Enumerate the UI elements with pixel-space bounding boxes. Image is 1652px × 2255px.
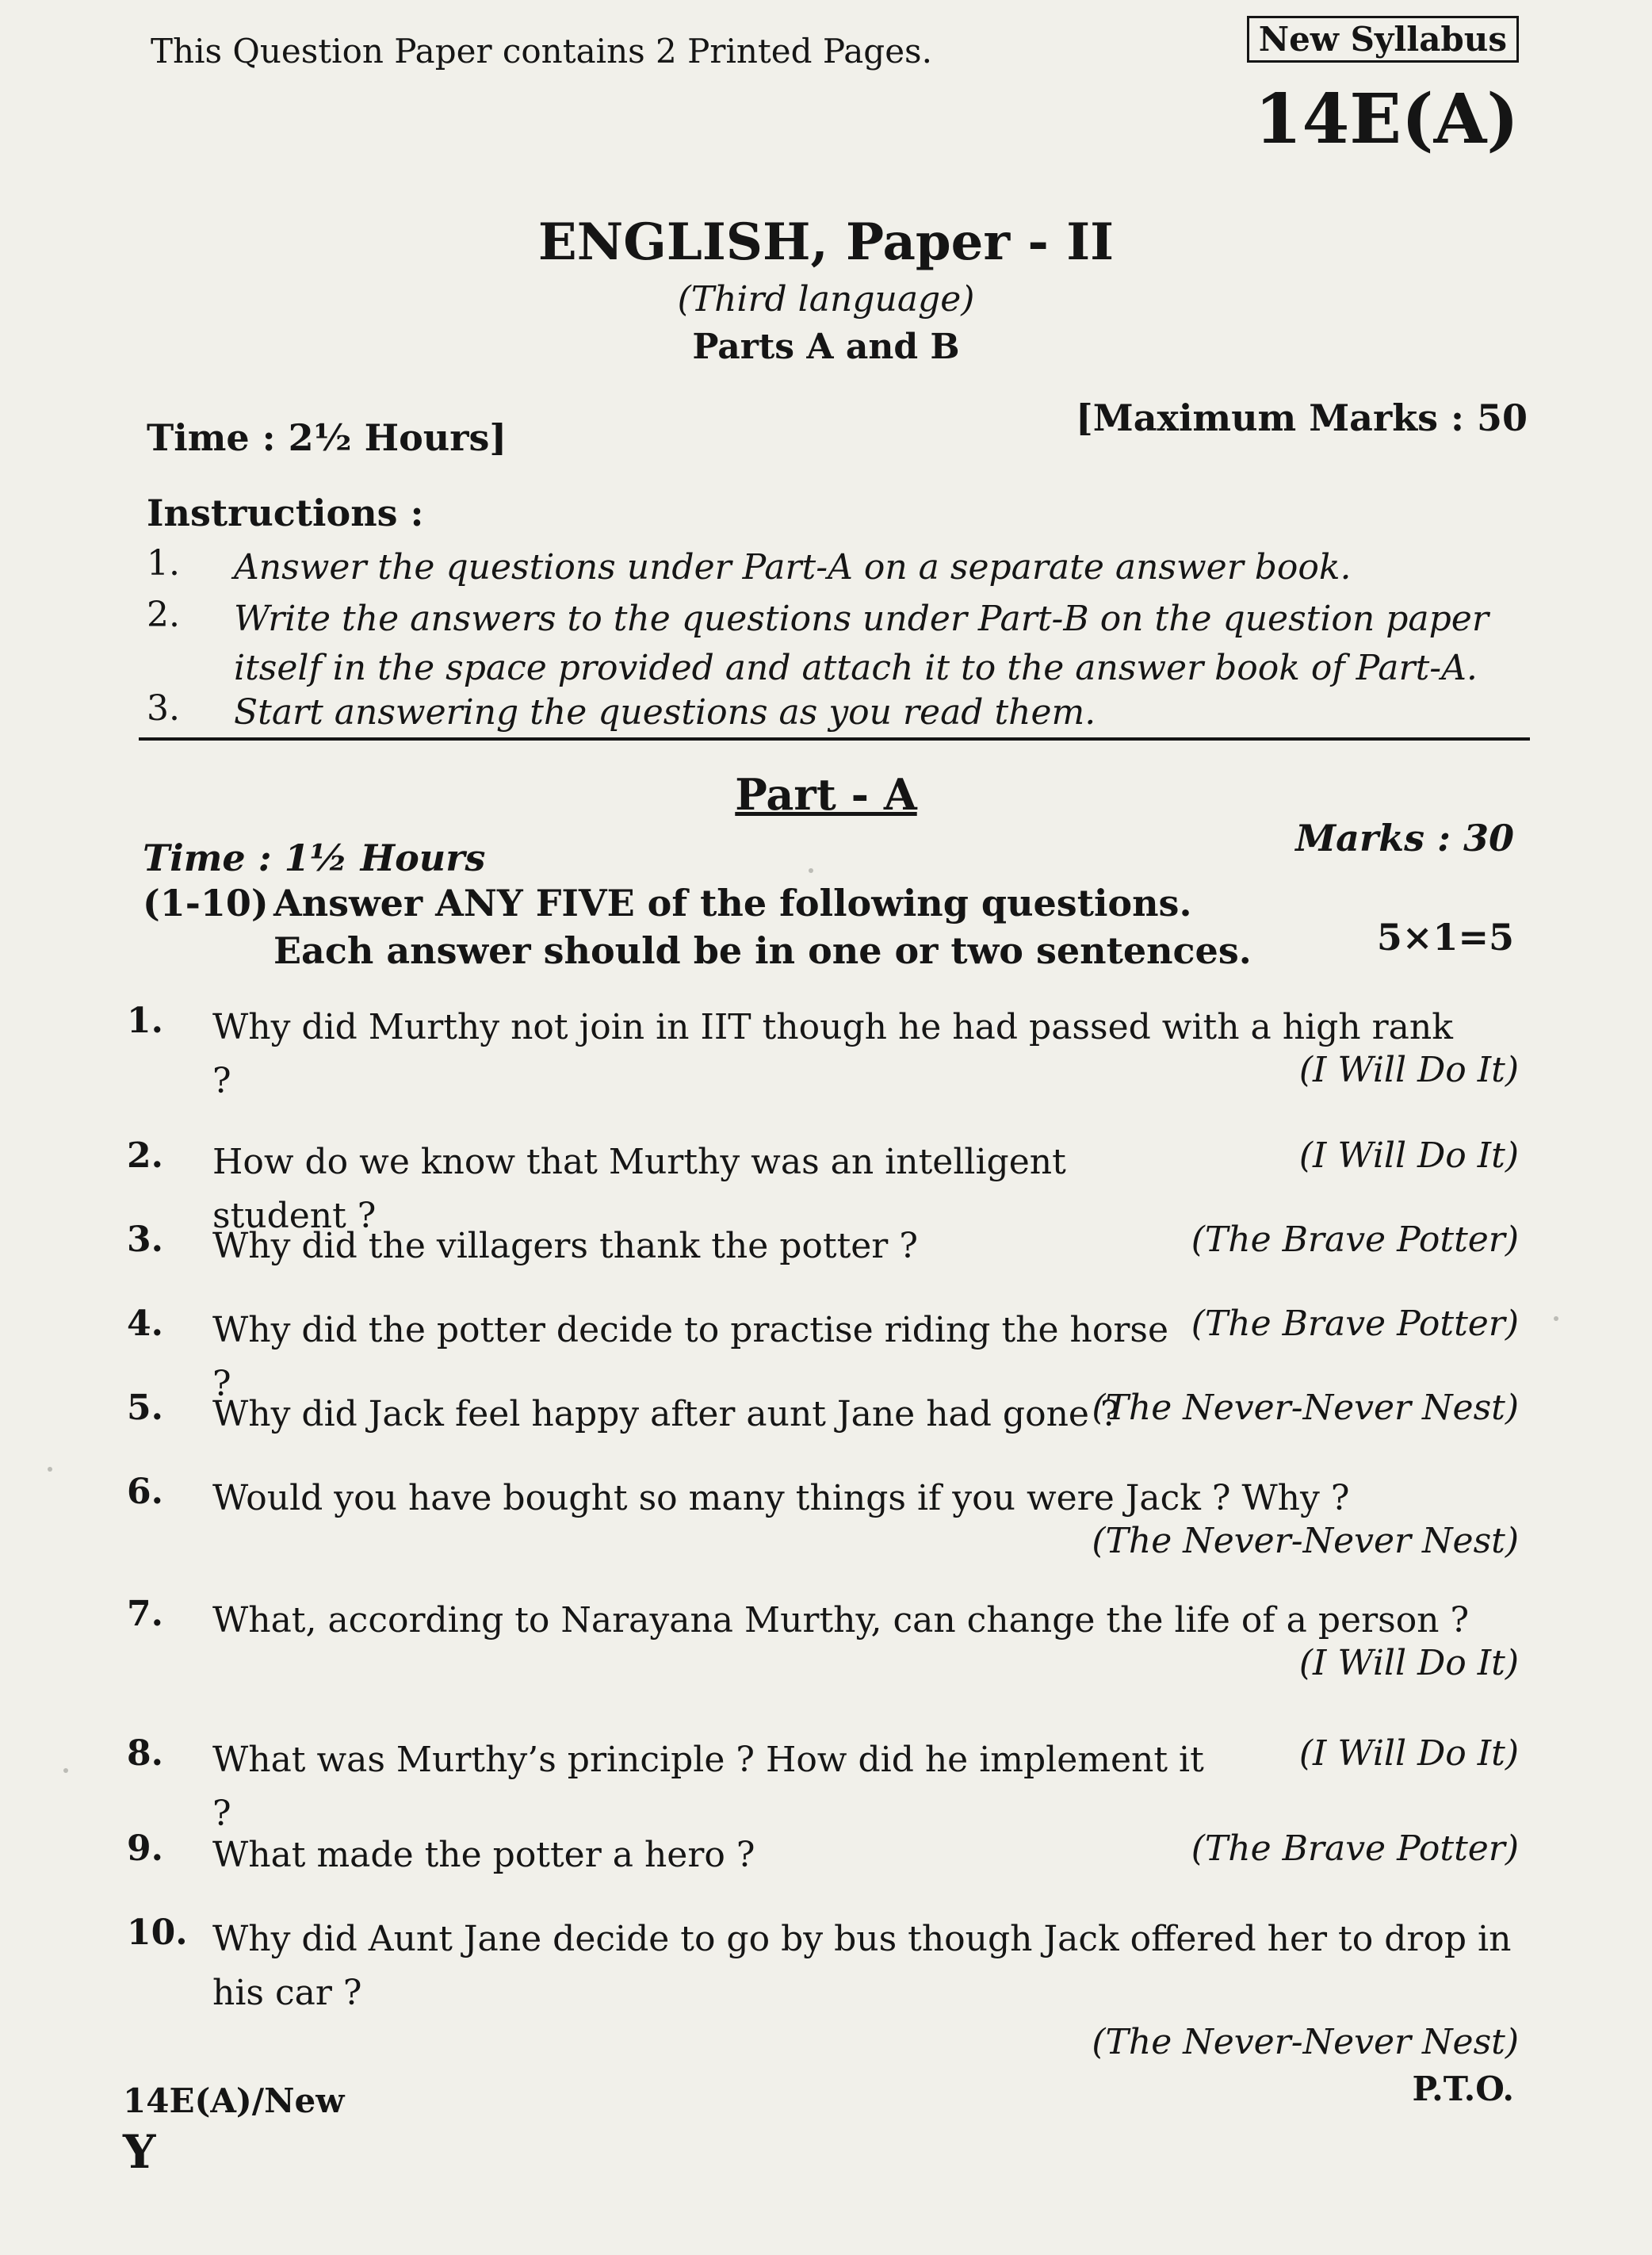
paper-speck xyxy=(63,1768,68,1773)
question-number: 2. xyxy=(127,1135,163,1176)
question-text: Why did the potter decide to practise riding the horse ? xyxy=(212,1310,1168,1404)
direction-line-2: Each answer should be in one or two sentences. xyxy=(273,929,1252,972)
part-a-time: Time : 1½ Hours xyxy=(143,837,486,879)
instruction-item xyxy=(147,543,1528,592)
question-text: Why did Aunt Jane decide to go by bus though Jack offered her to drop in his car ? xyxy=(212,1919,1512,2013)
question-number: 9. xyxy=(127,1828,163,1869)
question-number: 1. xyxy=(127,1001,163,1041)
question-item xyxy=(119,1001,1519,1104)
question-text: What, according to Narayana Murthy, can change the life of a person ? xyxy=(212,1600,1470,1641)
footer-series: Y xyxy=(123,2125,156,2179)
question-source: (I Will Do It) xyxy=(1298,1733,1519,1774)
question-item xyxy=(119,1594,1519,1697)
instruction-number: 2. xyxy=(147,595,180,635)
instruction-text: Answer the questions under Part-A on a separate answer book. xyxy=(234,547,1352,588)
total-time: Time : 2½ Hours] xyxy=(147,416,507,459)
question-item xyxy=(119,1219,1519,1273)
question-number: 4. xyxy=(127,1304,163,1344)
pto-label: P.T.O. xyxy=(1412,2069,1514,2108)
question-item xyxy=(119,1912,1519,2071)
instruction-item xyxy=(147,595,1528,693)
question-item xyxy=(119,1388,1519,1441)
question-item xyxy=(119,1304,1519,1404)
question-range: (1-10) xyxy=(143,882,269,925)
footer-paper-code: 14E(A)/New xyxy=(123,2081,345,2120)
paper-subtitle: (Third language) xyxy=(677,279,975,320)
part-a-marks: Marks : 30 xyxy=(1295,817,1514,860)
question-item xyxy=(119,1828,1519,1882)
question-source: (The Never-Never Nest) xyxy=(1092,2022,1519,2062)
paper-speck xyxy=(809,868,813,873)
paper-speck xyxy=(48,1467,52,1472)
question-source: (The Brave Potter) xyxy=(1191,1304,1519,1344)
question-source: (The Brave Potter) xyxy=(1191,1219,1519,1260)
question-item xyxy=(119,1135,1519,1236)
question-item xyxy=(119,1472,1519,1575)
question-source: (The Never-Never Nest) xyxy=(1092,1521,1519,1561)
syllabus-box: New Syllabus xyxy=(1247,16,1519,63)
direction-line-1: Answer ANY FIVE of the following questions. xyxy=(273,882,1192,925)
instruction-text: Write the answers to the questions under Part-B on the question paper itself in the space provided and attach it to the answer book of Part-A. xyxy=(234,599,1489,688)
paper-code: 14E(A) xyxy=(1254,79,1519,159)
instruction-number: 1. xyxy=(147,543,180,584)
marks-scheme: 5×1=5 xyxy=(1376,916,1514,959)
question-text: Would you have bought so many things if you were Jack ? Why ? xyxy=(212,1478,1350,1518)
instructions-heading: Instructions : xyxy=(147,492,424,534)
question-text: What was Murthy’s principle ? How did he implement it ? xyxy=(212,1740,1204,1834)
part-a-title: Part - A xyxy=(735,769,917,820)
question-number: 8. xyxy=(127,1733,163,1774)
question-text: Why did the villagers thank the potter ? xyxy=(212,1226,918,1266)
question-number: 3. xyxy=(127,1219,163,1260)
question-number: 5. xyxy=(127,1388,163,1428)
question-source: (I Will Do It) xyxy=(1298,1050,1519,1090)
question-number: 7. xyxy=(127,1594,163,1634)
question-source: (I Will Do It) xyxy=(1298,1643,1519,1683)
instruction-text: Start answering the questions as you read them. xyxy=(234,692,1096,733)
part-a-heading xyxy=(0,769,1652,820)
question-source: (I Will Do It) xyxy=(1298,1135,1519,1176)
question-text: Why did Murthy not join in IIT though he had passed with a high rank ? xyxy=(212,1007,1453,1101)
paper-speck xyxy=(1554,1316,1558,1321)
question-text: What made the potter a hero ? xyxy=(212,1835,755,1875)
question-text: How do we know that Murthy was an intelligent student ? xyxy=(212,1142,1066,1236)
question-number: 6. xyxy=(127,1472,163,1512)
pages-note: This Question Paper contains 2 Printed Pages. xyxy=(151,32,932,71)
paper-parts: Parts A and B xyxy=(692,327,960,367)
instruction-number: 3. xyxy=(147,688,180,729)
question-number: 10. xyxy=(127,1912,188,1953)
instruction-item xyxy=(147,688,1528,737)
question-source: (The Never-Never Nest) xyxy=(1092,1388,1519,1428)
paper-title: ENGLISH, Paper - II xyxy=(537,212,1115,272)
question-source: (The Brave Potter) xyxy=(1191,1828,1519,1869)
question-item xyxy=(119,1733,1519,1834)
maximum-marks: [Maximum Marks : 50 xyxy=(1076,396,1528,439)
question-text: Why did Jack feel happy after aunt Jane had gone ? xyxy=(212,1394,1119,1434)
section-divider xyxy=(139,737,1530,741)
